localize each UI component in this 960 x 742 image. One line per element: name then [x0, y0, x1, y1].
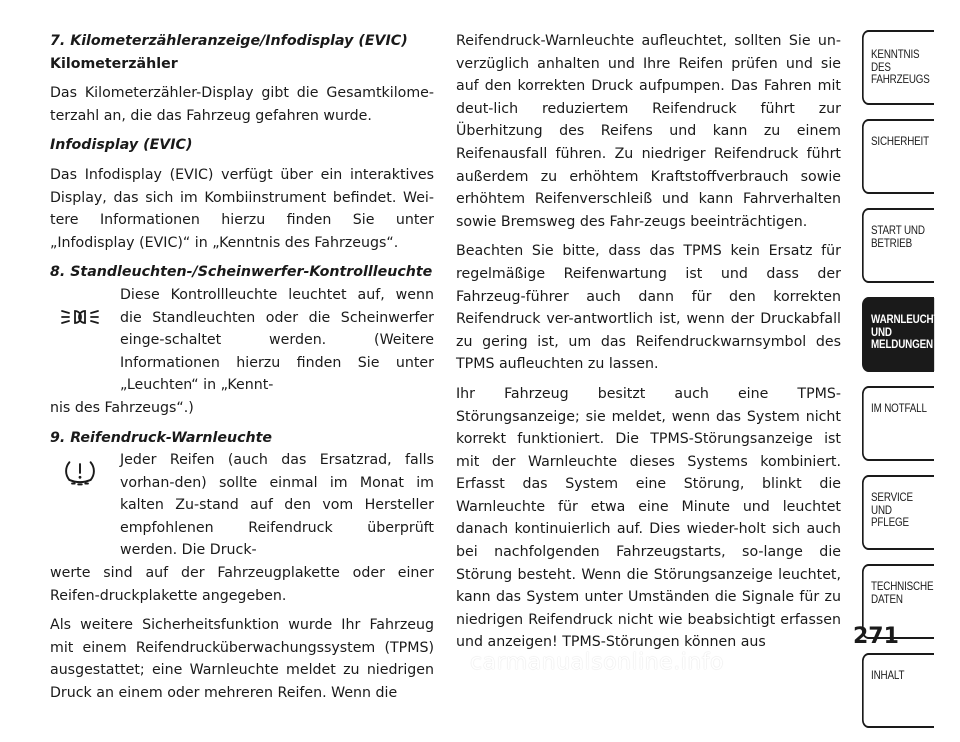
tab-label: INHALT [871, 668, 905, 682]
paragraph-evic: Das Infodisplay (EVIC) verfügt über ein interaktives Display, das sich im Kombiinstrument befindet. Wei-tere Informationen hierzu finden Sie unter „Infodisplay (EVIC)“ in „Kenntnis des Fahrzeugs“. [50, 166, 434, 251]
heading-item-7: 7. Kilometerzähleranzeige/Infodisplay (EVIC) [50, 33, 408, 49]
heading-item-8: 8. Standleuchten-/Scheinwerfer-Kontrollleuchte [50, 264, 433, 281]
tire-pressure-warning-icon [58, 457, 102, 487]
paragraph-tpms-intro: Als weitere Sicherheitsfunktion wurde Ihr Fahrzeug mit einem Reifendrucküberwachungssystem (TPMS) ausgestattet; eine Warnleuchte meldet zu niedrigen Druck an einem oder mehreren Reifen. Wenn die [50, 617, 434, 702]
tab-service-und-pflege[interactable] [862, 475, 934, 550]
paragraph-tpms-malfunction: Ihr Fahrzeug besitzt auch eine TPMS-Störungsanzeige; sie meldet, wenn das System nicht korrekt funktioniert. Die TPMS-Störungsanzeige ist mit der Warnleuchte dieses Systems kombiniert. Erfasst das System eine Störung, blinkt die Warnleuchte für etwa eine Minute und leuchtet danach kontinuierlich auf. Dies wieder-holt sich auch bei nachfolgenden Fahrzeugstarts, so-lange die Störung besteht. Wenn die Störungsanzeige leuchtet, kann das System unter Umständen die Signale für zu niedrigen Reifendruck nicht wie beabsichtigt erfassen und anzeigen! TPMS-Störungen können aus [456, 385, 841, 651]
tab-label: WARNLEUCHTEN UND MELDUNGEN [871, 312, 953, 351]
tab-label: IM NOTFALL [871, 401, 927, 415]
tab-label: TECHNISCHE DATEN [871, 579, 934, 606]
subheading-evic: Infodisplay (EVIC) [50, 137, 193, 154]
paragraph-odometer: Das Kilometerzähler-Display gibt die Gesamtkilome-terzahl an, die das Fahrzeug gefahren wurde. [50, 85, 434, 124]
tab-label: SICHERHEIT [871, 134, 929, 148]
tab-label: SERVICE UND PFLEGE [871, 490, 913, 529]
right-column [456, 30, 841, 661]
tab-start-und-betrieb[interactable] [862, 208, 934, 283]
paragraph-item-8: Diese Kontrollleuchte leuchtet auf, wenn die Standleuchten oder die Scheinwerfer einge-schaltet werden. (Weitere Informationen hierzu finden Sie unter „Leuchten“ in „Kennt- [120, 286, 434, 394]
item-8-block [50, 284, 434, 420]
tab-label: KENNTNIS DES FAHRZEUGS [871, 47, 930, 86]
page-number: 271 [853, 624, 899, 649]
item-9-block [50, 449, 434, 607]
subheading-odometer: Kilometerzähler [50, 55, 178, 72]
tab-warnleuchten-und-meldungen[interactable] [862, 297, 953, 372]
paragraph-item-9: Jeder Reifen (auch das Ersatzrad, falls vorhan-den) sollte einmal im Monat im kalten Zu-stand auf den vom Hersteller empfohlenen Reifendruck überprüft werden. Die Druck- [120, 452, 434, 559]
tab-kenntnis-des-fahrzeugs[interactable] [862, 30, 934, 105]
heading-item-9: 9. Reifendruck-Warnleuchte [50, 429, 273, 446]
position-lamp-icon [58, 302, 102, 332]
tab-sicherheit[interactable] [862, 119, 934, 194]
tab-im-notfall[interactable] [862, 386, 934, 461]
watermark: carmanualsonline.info [470, 650, 724, 675]
left-column [50, 30, 434, 712]
paragraph-item-9-cont: werte sind auf der Fahrzeugplakette oder einer Reifen-druckplakette angegeben. [50, 565, 434, 604]
paragraph-tpms-maintenance: Beachten Sie bitte, dass das TPMS kein Ersatz für regelmäßige Reifenwartung ist und dass der Fahrzeug-führer auch dann für den korrekten Reifendruck ver-antwortlich ist, wenn der Druckabfall zu gering ist, um das Reifendruckwarnsymbol des TPMS aufleuchten zu lassen. [456, 243, 841, 373]
paragraph-tpms-warning: Reifendruck-Warnleuchte aufleuchtet, sollten Sie un-verzüglich anhalten und Ihre Reifen prüfen und sie auf den korrekten Druck aufpumpen. Das Fahren mit deut-lich reduziertem Reifendruck führt zur Überhitzung des Reifens und kann zu einem Reifenausfall führen. Zu niedriger Reifendruck führt außerdem zu erhöhtem Kraftstoffverbrauch sowie erhöhtem Reifenverschleiß und kann Fahrverhalten sowie Bremsweg des Fahr-zeugs beeinträchtigen. [456, 33, 841, 230]
tab-label: START UND BETRIEB [871, 223, 925, 250]
paragraph-item-8-cont: nis des Fahrzeugs“.) [50, 399, 194, 416]
